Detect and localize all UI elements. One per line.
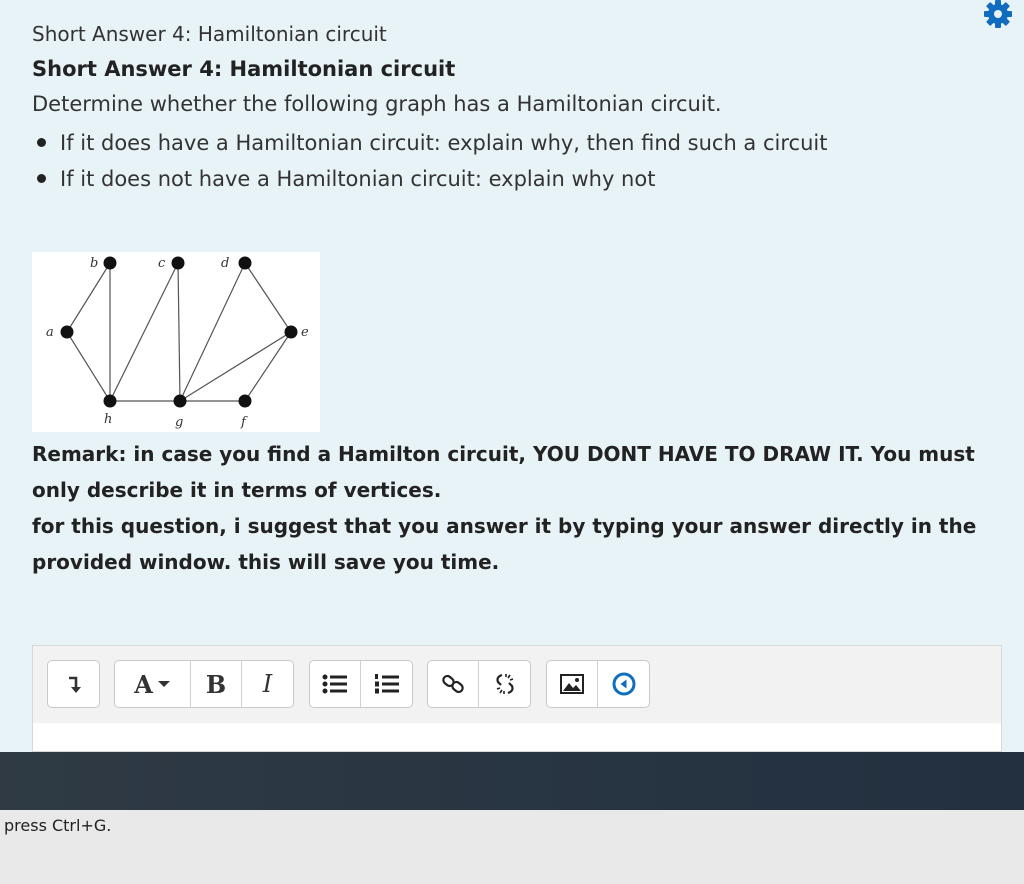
font-style-button[interactable] (115, 661, 191, 707)
remark-text (32, 436, 1007, 580)
vertex-f (239, 395, 252, 408)
vertex-g (174, 395, 187, 408)
vertex-h (104, 395, 117, 408)
vertex-a (61, 326, 74, 339)
toolbar-group-media (546, 660, 650, 708)
vertex-label-e: e (301, 325, 309, 340)
edge-d-e (245, 263, 291, 332)
ordered-list-icon (374, 673, 400, 695)
vertex-label-d: d (221, 256, 230, 271)
chevron-down-icon (157, 679, 171, 689)
italic-icon: I (262, 670, 273, 698)
bullet-text: If it does not have a Hamiltonian circuit: explain why not (60, 167, 656, 191)
link-button[interactable] (428, 661, 479, 707)
bullet-icon (37, 138, 46, 147)
edge-c-g (178, 263, 180, 401)
font-style-icon: A (134, 669, 153, 699)
bullet-icon (37, 174, 46, 183)
keyboard-hint: press Ctrl+G. (4, 816, 112, 835)
vertex-c (172, 257, 185, 270)
gear-icon[interactable] (980, 0, 1016, 32)
vertex-label-f: f (241, 415, 246, 430)
vertex-b (104, 257, 117, 270)
bold-icon: B (205, 669, 227, 699)
remark-line-1: Remark: in case you find a Hamilton circuit, YOU DONT HAVE TO DRAW IT. You must only describe it in terms of vertices. (32, 442, 975, 502)
ordered-list-button[interactable] (361, 661, 412, 707)
collapse-icon (67, 674, 81, 694)
question-heading: Short Answer 4: Hamiltonian circuit (32, 57, 456, 81)
unordered-list-button[interactable] (310, 661, 361, 707)
remark-line-2: for this question, i suggest that you answer it by typing your answer directly in the provided window. this will save you time. (32, 514, 977, 574)
edge-a-b (67, 263, 110, 332)
vertex-label-b: b (90, 256, 99, 271)
vertex-e (285, 326, 298, 339)
toolbar-group-collapse (47, 660, 100, 708)
editor-toolbar (32, 645, 1002, 725)
bold-button[interactable] (191, 661, 242, 707)
footer-bar (0, 810, 1024, 884)
bullet-item (32, 162, 827, 198)
graph-image (32, 252, 320, 432)
vertex-label-h: h (104, 412, 113, 427)
toolbar-group-lists (309, 660, 413, 708)
edge-c-h (110, 263, 178, 401)
media-icon (612, 672, 636, 696)
edge-a-h (67, 332, 110, 401)
bullet-text: If it does have a Hamiltonian circuit: explain why, then find such a circuit (60, 131, 828, 155)
image-button[interactable] (547, 661, 598, 707)
question-title: Short Answer 4: Hamiltonian circuit (32, 22, 387, 46)
vertex-label-g: g (175, 415, 184, 430)
italic-button[interactable] (242, 661, 293, 707)
image-icon (560, 674, 584, 694)
dark-overlay-bar (0, 752, 1024, 810)
unordered-list-icon (322, 673, 348, 695)
question-intro: Determine whether the following graph has a Hamiltonian circuit. (32, 92, 722, 116)
unlink-button[interactable] (479, 661, 530, 707)
vertex-label-a: a (46, 325, 54, 340)
edge-e-f (245, 332, 291, 401)
link-icon (441, 672, 465, 696)
question-bullets (32, 126, 827, 198)
toolbar-group-links (427, 660, 531, 708)
toolbar-group-text (114, 660, 294, 708)
vertex-label-c: c (158, 256, 166, 271)
collapse-button[interactable] (48, 661, 99, 707)
vertex-d (239, 257, 252, 270)
bullet-item (32, 126, 827, 162)
media-button[interactable] (598, 661, 649, 707)
unlink-icon (493, 672, 517, 696)
answer-text-area[interactable] (32, 723, 1002, 752)
